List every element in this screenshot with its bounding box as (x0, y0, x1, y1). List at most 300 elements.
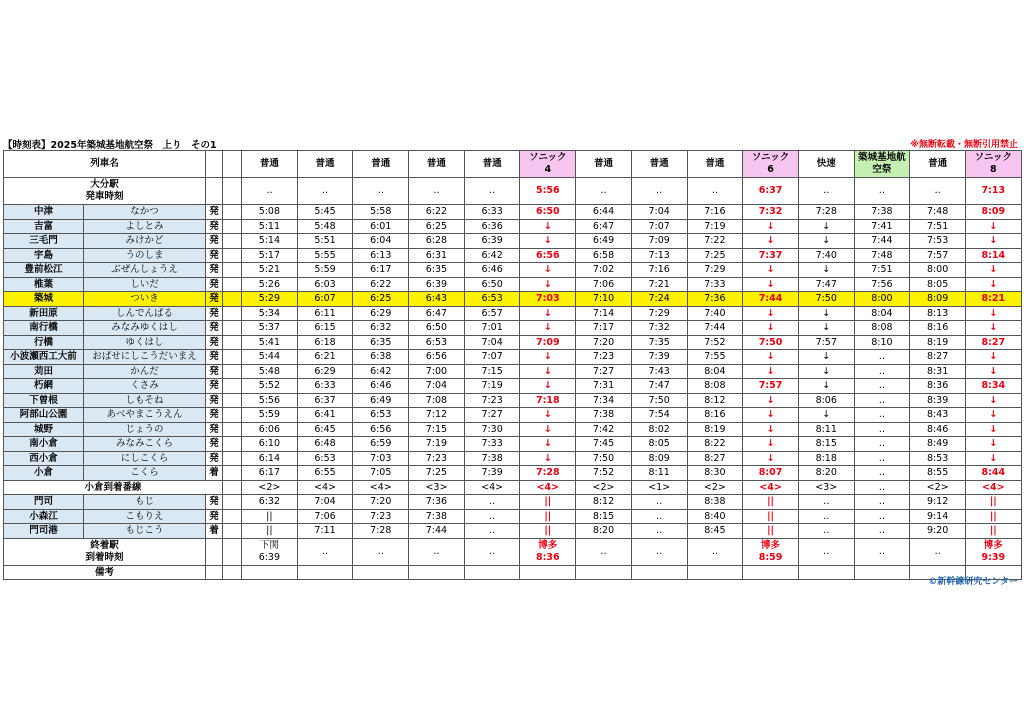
time-cell: 8:19 (910, 335, 966, 350)
train-name-cell (353, 151, 409, 178)
time-cell: ↓ (965, 408, 1021, 423)
track-cell: <2> (687, 480, 743, 495)
time-cell: 8:49 (910, 437, 966, 452)
spacer-cell (223, 219, 242, 234)
time-cell: 8:09 (631, 451, 687, 466)
remarks-cell (242, 565, 298, 580)
time-cell: ↓ (743, 263, 799, 278)
time-cell: || (520, 495, 576, 510)
time-cell: ↓ (743, 234, 799, 249)
station-name: 苅田 (4, 364, 84, 379)
remarks-cell (576, 565, 632, 580)
time-cell: 6:56 (409, 350, 465, 365)
time-cell: 7:44 (743, 292, 799, 307)
time-cell: 6:42 (353, 364, 409, 379)
time-cell: ‥ (854, 509, 910, 524)
time-cell: ↓ (743, 277, 799, 292)
station-reading: なかつ (84, 205, 206, 220)
time-cell: 7:30 (464, 422, 520, 437)
station-name: 吉富 (4, 219, 84, 234)
station-row (4, 437, 1022, 452)
time-cell: 7:17 (576, 321, 632, 336)
train-name-cell (798, 151, 854, 178)
time-cell: 7:29 (631, 306, 687, 321)
time-cell: 7:39 (464, 466, 520, 481)
time-cell: 7:04 (631, 205, 687, 220)
origin-time-cell: ‥ (798, 178, 854, 205)
destination-station: ‥ (433, 545, 440, 557)
train-name-line1: ソニック (529, 152, 567, 163)
time-cell: 6:50 (409, 321, 465, 336)
train-name-line1: 普通 (705, 158, 725, 169)
destination-station: ‥ (488, 545, 496, 557)
train-name-line2: 空祭 (872, 164, 892, 175)
time-cell: 8:44 (965, 466, 1021, 481)
time-cell: 8:02 (631, 422, 687, 437)
time-cell: 7:32 (743, 205, 799, 220)
origin-label (4, 178, 206, 205)
station-row (4, 335, 1022, 350)
arr-dep-mark: 発 (206, 408, 223, 423)
time-cell: 6:04 (353, 234, 409, 249)
remarks-cell (409, 565, 465, 580)
time-cell: 7:41 (854, 219, 910, 234)
time-cell: ↓ (520, 219, 576, 234)
train-name-cell (409, 151, 465, 178)
time-cell: 8:11 (631, 466, 687, 481)
train-name-line1: 普通 (426, 158, 446, 169)
train-name-line1: 快速 (816, 158, 836, 169)
station-row (4, 509, 1022, 524)
time-cell: 7:16 (687, 205, 743, 220)
time-cell: || (242, 524, 298, 539)
time-cell: 6:43 (409, 292, 465, 307)
time-cell: 7:51 (854, 263, 910, 278)
time-cell: 7:15 (464, 364, 520, 379)
station-reading: かんだ (84, 364, 206, 379)
station-reading: もじ (84, 495, 206, 510)
time-cell: 5:37 (242, 321, 298, 336)
time-cell: ↓ (798, 408, 854, 423)
time-cell: 8:16 (687, 408, 743, 423)
time-cell: 6:37 (297, 393, 353, 408)
time-cell: 6:47 (409, 306, 465, 321)
time-cell: 8:20 (576, 524, 632, 539)
time-cell: 7:23 (464, 393, 520, 408)
spacer-cell (223, 422, 242, 437)
time-cell: 7:27 (576, 364, 632, 379)
station-reading: ぶぜんしょうえ (84, 263, 206, 278)
time-cell: 6:22 (409, 205, 465, 220)
train-name-cell (297, 151, 353, 178)
spacer-cell (223, 292, 242, 307)
track-cell: <4> (743, 480, 799, 495)
time-cell: ↓ (965, 263, 1021, 278)
station-name: 宇島 (4, 248, 84, 263)
time-cell: ↓ (520, 379, 576, 394)
spacer-cell (223, 178, 242, 205)
train-name-cell (242, 151, 298, 178)
spacer-cell (223, 277, 242, 292)
time-cell: 5:48 (242, 364, 298, 379)
train-name-line1: 普通 (371, 158, 391, 169)
destination-label (4, 538, 206, 565)
arr-dep-mark: 発 (206, 321, 223, 336)
arr-dep-mark: 発 (206, 248, 223, 263)
time-cell: 7:36 (409, 495, 465, 510)
time-cell: 7:29 (687, 263, 743, 278)
time-cell: 6:53 (297, 451, 353, 466)
train-name-line2: 8 (989, 164, 997, 175)
remarks-cell (631, 565, 687, 580)
station-reading: こもりえ (84, 509, 206, 524)
time-cell: 6:25 (353, 292, 409, 307)
kokura-track-label: 小倉到着番線 (4, 480, 223, 495)
station-name: 三毛門 (4, 234, 84, 249)
spacer-cell (223, 437, 242, 452)
time-cell: 7:44 (409, 524, 465, 539)
arr-dep-mark: 着 (206, 466, 223, 481)
time-cell: 7:10 (576, 292, 632, 307)
time-cell: ‥ (631, 495, 687, 510)
time-cell: 7:55 (687, 350, 743, 365)
spacer-cell (223, 151, 242, 178)
time-cell: ↓ (743, 451, 799, 466)
arr-dep-mark: 発 (206, 364, 223, 379)
train-name-line1: 普通 (928, 158, 948, 169)
arr-dep-mark: 発 (206, 422, 223, 437)
time-cell: 8:08 (854, 321, 910, 336)
arr-dep-mark: 発 (206, 451, 223, 466)
time-cell: 6:50 (520, 205, 576, 220)
spacer-cell (223, 234, 242, 249)
time-cell: 7:19 (687, 219, 743, 234)
time-cell: 8:11 (798, 422, 854, 437)
destination-cell (798, 538, 854, 565)
spacer-cell (223, 480, 242, 495)
origin-time-cell: ‥ (854, 178, 910, 205)
train-name-cell (743, 151, 799, 178)
arr-dep-mark: 発 (206, 393, 223, 408)
time-cell: 6:31 (409, 248, 465, 263)
arr-dep-mark: 発 (206, 495, 223, 510)
spacer-cell (223, 335, 242, 350)
time-cell: 8:18 (798, 451, 854, 466)
destination-cell (464, 538, 520, 565)
origin-time-cell: 7:13 (965, 178, 1021, 205)
time-cell: ↓ (798, 321, 854, 336)
time-cell: 6:47 (576, 219, 632, 234)
time-cell: 7:47 (798, 277, 854, 292)
time-cell: 6:29 (353, 306, 409, 321)
destination-cell (576, 538, 632, 565)
time-cell: 8:27 (965, 335, 1021, 350)
time-cell: 6:28 (409, 234, 465, 249)
time-cell: 5:59 (297, 263, 353, 278)
time-cell: 7:44 (687, 321, 743, 336)
time-cell: 7:50 (743, 335, 799, 350)
time-cell: 7:53 (910, 234, 966, 249)
remarks-cell (743, 565, 799, 580)
spacer-cell (223, 451, 242, 466)
time-cell: 7:19 (464, 379, 520, 394)
destination-cell (965, 538, 1021, 565)
time-cell: 5:44 (242, 350, 298, 365)
time-cell: 8:00 (854, 292, 910, 307)
time-cell: ↓ (520, 234, 576, 249)
time-cell: 7:20 (576, 335, 632, 350)
time-cell: 7:11 (297, 524, 353, 539)
station-reading: こくら (84, 466, 206, 481)
time-cell: ↓ (798, 234, 854, 249)
time-cell: || (743, 509, 799, 524)
station-reading: みなみゆくはし (84, 321, 206, 336)
remarks-row (4, 565, 1022, 580)
time-cell: 8:27 (910, 350, 966, 365)
station-name: 中津 (4, 205, 84, 220)
time-cell: || (965, 495, 1021, 510)
track-cell: <3> (798, 480, 854, 495)
time-cell: 5:48 (297, 219, 353, 234)
time-cell: 7:38 (854, 205, 910, 220)
time-cell: || (520, 509, 576, 524)
time-cell: 7:07 (464, 350, 520, 365)
time-cell: 6:33 (464, 205, 520, 220)
time-cell: ↓ (520, 306, 576, 321)
origin-time-cell: ‥ (297, 178, 353, 205)
station-reading: もじこう (84, 524, 206, 539)
destination-time: 6:39 (258, 551, 281, 563)
origin-time-cell: 5:56 (520, 178, 576, 205)
station-name: 南行橋 (4, 321, 84, 336)
time-cell: 7:52 (687, 335, 743, 350)
time-cell: 7:19 (409, 437, 465, 452)
time-cell: 8:31 (910, 364, 966, 379)
time-cell: ↓ (520, 263, 576, 278)
time-cell: 5:14 (242, 234, 298, 249)
origin-time-cell: ‥ (910, 178, 966, 205)
station-name: 椎葉 (4, 277, 84, 292)
track-cell: ‥ (854, 480, 910, 495)
time-cell: ‥ (854, 437, 910, 452)
time-cell: 5:51 (297, 234, 353, 249)
train-name-cell (910, 151, 966, 178)
destination-station: ‥ (656, 545, 663, 557)
train-name-cell (854, 151, 910, 178)
spacer-cell (206, 151, 223, 178)
time-cell: 8:15 (798, 437, 854, 452)
time-cell: 6:45 (297, 422, 353, 437)
time-cell: ↓ (965, 321, 1021, 336)
arr-dep-mark: 発 (206, 350, 223, 365)
destination-label-line1: 終着駅 (90, 539, 119, 551)
station-row (4, 234, 1022, 249)
time-cell: ↓ (965, 234, 1021, 249)
time-cell: 6:36 (464, 219, 520, 234)
remarks-label: 備考 (4, 565, 206, 580)
time-cell: 6:39 (409, 277, 465, 292)
destination-cell (743, 538, 799, 565)
time-cell: 7:35 (631, 335, 687, 350)
time-cell: 5:34 (242, 306, 298, 321)
train-name-line1: ソニック (751, 152, 790, 163)
origin-time-cell: ‥ (242, 178, 298, 205)
time-cell: 8:45 (687, 524, 743, 539)
train-name-line1: 普通 (482, 158, 502, 169)
track-cell: <4> (464, 480, 520, 495)
time-cell: 6:58 (576, 248, 632, 263)
time-cell: ‥ (798, 524, 854, 539)
destination-cell (687, 538, 743, 565)
time-cell: 7:51 (910, 219, 966, 234)
time-cell: ↓ (743, 321, 799, 336)
station-name: 小森江 (4, 509, 84, 524)
train-name-cell (576, 151, 632, 178)
time-cell: ↓ (965, 219, 1021, 234)
time-cell: ↓ (798, 219, 854, 234)
time-cell: 6:35 (353, 335, 409, 350)
station-name: 西小倉 (4, 451, 84, 466)
train-name-cell (520, 151, 576, 178)
destination-station: ‥ (711, 545, 719, 557)
time-cell: 7:38 (576, 408, 632, 423)
time-cell: 7:03 (520, 292, 576, 307)
time-cell: 8:13 (910, 306, 966, 321)
time-cell: ‥ (854, 379, 910, 394)
time-cell: 7:34 (576, 393, 632, 408)
time-cell: 5:56 (242, 393, 298, 408)
destination-station: ‥ (377, 545, 384, 557)
time-cell: 7:01 (464, 321, 520, 336)
time-cell: 6:25 (409, 219, 465, 234)
station-row (4, 277, 1022, 292)
time-cell: 5:59 (242, 408, 298, 423)
destination-cell (520, 538, 576, 565)
destination-row (4, 538, 1022, 565)
timetable (3, 150, 1022, 580)
time-cell: 8:20 (798, 466, 854, 481)
time-cell: ↓ (520, 277, 576, 292)
destination-time: 8:36 (535, 551, 560, 563)
station-row (4, 379, 1022, 394)
time-cell: 7:02 (576, 263, 632, 278)
time-cell: ↓ (798, 263, 854, 278)
time-cell: 6:03 (297, 277, 353, 292)
time-cell: ‥ (631, 524, 687, 539)
time-cell: 7:04 (464, 335, 520, 350)
time-cell: 8:53 (910, 451, 966, 466)
time-cell: 7:07 (631, 219, 687, 234)
spacer-cell (206, 565, 223, 580)
time-cell: ↓ (520, 451, 576, 466)
time-cell: 6:49 (353, 393, 409, 408)
time-cell: 7:24 (631, 292, 687, 307)
station-name: 阿部山公園 (4, 408, 84, 423)
destination-station: 博多 (761, 539, 781, 551)
time-cell: ‥ (798, 509, 854, 524)
time-cell: 6:01 (353, 219, 409, 234)
station-row (4, 321, 1022, 336)
time-cell: 8:09 (910, 292, 966, 307)
destination-station: 下関 (259, 539, 279, 551)
station-reading: にしこくら (84, 451, 206, 466)
train-name-line1: 築城基地航 (858, 152, 906, 163)
remarks-cell (297, 565, 353, 580)
station-reading: くさみ (84, 379, 206, 394)
time-cell: 7:06 (297, 509, 353, 524)
destination-station: ‥ (934, 545, 941, 557)
time-cell: ↓ (743, 422, 799, 437)
time-cell: 8:05 (631, 437, 687, 452)
spacer-cell (206, 538, 223, 565)
station-name: 門司港 (4, 524, 84, 539)
time-cell: || (520, 524, 576, 539)
origin-time-cell: ‥ (631, 178, 687, 205)
time-cell: 6:14 (242, 451, 298, 466)
time-cell: ‥ (631, 509, 687, 524)
arr-dep-mark: 着 (206, 524, 223, 539)
time-cell: ‥ (854, 364, 910, 379)
station-reading: しいだ (84, 277, 206, 292)
time-cell: 6:48 (297, 437, 353, 452)
track-cell: <4> (965, 480, 1021, 495)
track-cell: <2> (576, 480, 632, 495)
origin-label-line2: 発車時刻 (85, 191, 124, 202)
time-cell: 7:52 (576, 466, 632, 481)
destination-label-line2: 到着時刻 (85, 551, 124, 563)
time-cell: 7:28 (520, 466, 576, 481)
time-cell: 8:08 (687, 379, 743, 394)
destination-station: ‥ (321, 545, 329, 557)
time-cell: ‥ (854, 451, 910, 466)
time-cell: 7:23 (576, 350, 632, 365)
train-name-cell (965, 151, 1021, 178)
arr-dep-mark: 発 (206, 306, 223, 321)
time-cell: ↓ (743, 350, 799, 365)
station-row (4, 219, 1022, 234)
time-cell: 5:17 (242, 248, 298, 263)
time-cell: 6:38 (353, 350, 409, 365)
train-name-line1: 普通 (315, 158, 335, 169)
station-reading: みなみこくら (84, 437, 206, 452)
time-cell: ↓ (520, 422, 576, 437)
time-cell: 8:12 (576, 495, 632, 510)
time-cell: 7:08 (409, 393, 465, 408)
train-name-line2: 6 (767, 164, 774, 175)
time-cell: ↓ (520, 408, 576, 423)
track-cell: <2> (242, 480, 298, 495)
time-cell: 6:53 (464, 292, 520, 307)
spacer-cell (223, 565, 242, 580)
time-cell: 5:21 (242, 263, 298, 278)
time-cell: ‥ (854, 495, 910, 510)
time-cell: 7:05 (353, 466, 409, 481)
time-cell: 8:27 (687, 451, 743, 466)
time-cell: 6:10 (242, 437, 298, 452)
time-cell: 8:38 (687, 495, 743, 510)
copyright-notice: ※無断転載・無断引用禁止 (910, 140, 1018, 150)
time-cell: 5:29 (242, 292, 298, 307)
time-cell: 7:56 (854, 277, 910, 292)
time-cell: 7:13 (631, 248, 687, 263)
track-cell: <4> (520, 480, 576, 495)
station-reading: おばせにしこうだいまえ (84, 350, 206, 365)
time-cell: 7:45 (576, 437, 632, 452)
train-name-line1: ソニック (974, 152, 1013, 163)
station-reading: ついき (84, 292, 206, 307)
spacer-cell (223, 408, 242, 423)
destination-station: ‥ (600, 545, 607, 557)
